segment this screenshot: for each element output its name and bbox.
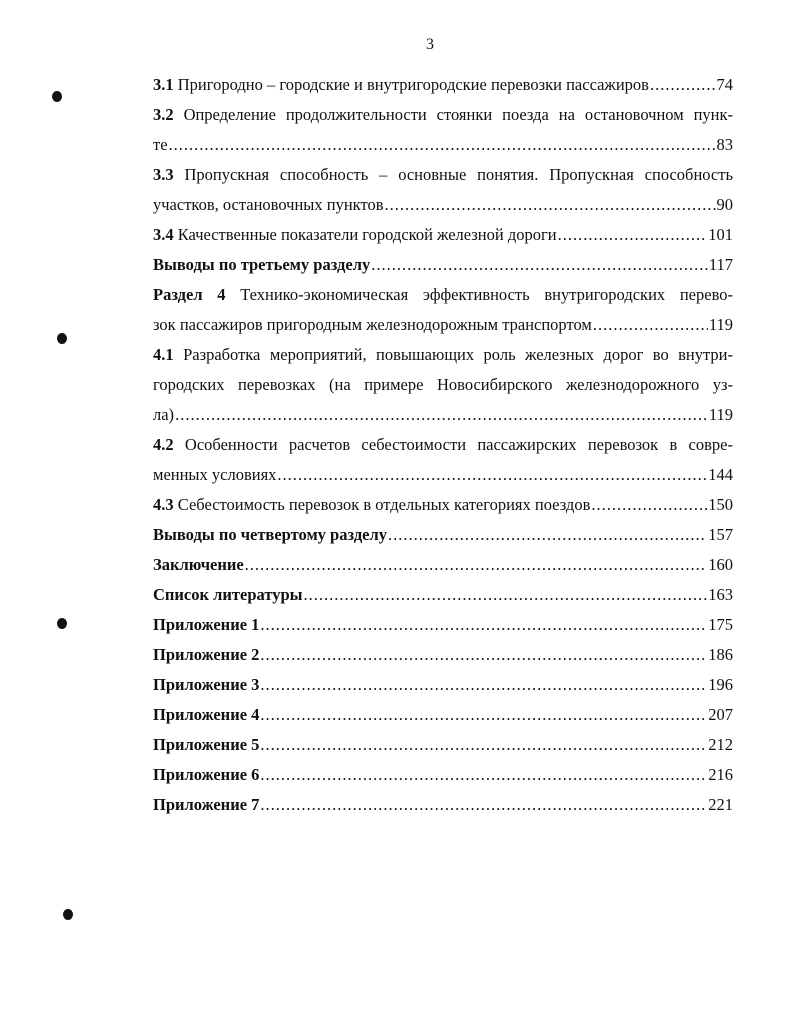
toc-line-text: Качественные показатели городской железной дороги xyxy=(177,225,557,244)
toc-entry-number: 4.2 xyxy=(153,435,174,454)
toc-entry-title xyxy=(153,400,174,430)
toc-entry xyxy=(153,250,733,280)
toc-line xyxy=(153,610,733,640)
toc-entry-title-text: Список литературы xyxy=(153,585,303,604)
toc-page-number: 186 xyxy=(708,645,733,664)
toc-entry-title xyxy=(153,220,557,250)
toc-line-text: Определение продолжительности стоянки поезда на остановочном пунк- xyxy=(183,105,733,124)
toc-leader-dots xyxy=(169,130,716,160)
toc-line xyxy=(153,70,733,100)
toc-entry-title xyxy=(153,190,384,220)
toc-page-number: 90 xyxy=(716,195,733,214)
toc-line-text: городских перевозках (на примере Новосибирского железнодорожного уз- xyxy=(153,375,733,394)
toc-leader-dots xyxy=(245,550,708,580)
toc-entry-number: 4.1 xyxy=(153,345,174,364)
toc-line-text: Пригородно – городские и внутригородские перевозки пассажиров xyxy=(177,75,649,94)
toc-entry-title xyxy=(153,520,387,550)
toc-entry xyxy=(153,220,733,250)
toc-entry-title-text: Выводы по третьему разделу xyxy=(153,255,371,274)
toc-line-text: Себестоимость перевозок в отдельных категориях поездов xyxy=(177,495,591,514)
toc-leader-dots xyxy=(558,220,708,250)
toc-line xyxy=(153,310,733,340)
toc-entry xyxy=(153,490,733,520)
toc-entry xyxy=(153,760,733,790)
toc-entry xyxy=(153,100,733,160)
toc-page-number: 144 xyxy=(708,465,733,484)
toc-page-number: 160 xyxy=(708,555,733,574)
toc-line-text: ла) xyxy=(153,405,175,424)
toc-entry-title xyxy=(153,640,259,670)
toc-entry-title xyxy=(153,730,259,760)
toc-entry-title-text: Приложение 4 xyxy=(153,705,260,724)
toc-line-text: Пропускная способность – основные понятия. Пропускная способность xyxy=(184,165,733,184)
toc-entry-title xyxy=(153,670,259,700)
punch-hole xyxy=(57,333,67,344)
toc-line xyxy=(153,190,733,220)
toc-entry-title xyxy=(153,310,592,340)
toc-line xyxy=(153,430,733,460)
toc-entry-number: Раздел 4 xyxy=(153,285,226,304)
toc-line xyxy=(153,220,733,250)
toc-line xyxy=(153,700,733,730)
toc-line xyxy=(153,490,733,520)
toc-leader-dots xyxy=(175,400,708,430)
toc-page-number: 74 xyxy=(716,75,733,94)
toc-leader-dots xyxy=(260,700,707,730)
toc-entry-title xyxy=(153,760,259,790)
toc-entry-title-text: Приложение 5 xyxy=(153,735,260,754)
toc-page-number: 212 xyxy=(708,735,733,754)
toc-leader-dots xyxy=(371,250,708,280)
toc-line xyxy=(153,790,733,820)
punch-hole xyxy=(63,909,73,920)
toc-line xyxy=(153,580,733,610)
toc-entry xyxy=(153,790,733,820)
punch-hole xyxy=(52,91,62,102)
toc-page-number: 117 xyxy=(708,255,733,274)
toc-page-number: 119 xyxy=(708,315,733,334)
toc-page-number: 207 xyxy=(708,705,733,724)
toc-page-number: 101 xyxy=(708,225,733,244)
toc-page-number: 83 xyxy=(716,135,733,154)
toc-entry-number: 3.1 xyxy=(153,75,174,94)
toc-line-text: Технико-экономическая эффективность внутригородских перево- xyxy=(240,285,733,304)
toc-line xyxy=(153,250,733,280)
toc-line-text: те xyxy=(153,135,168,154)
toc-line xyxy=(153,760,733,790)
toc-leader-dots xyxy=(260,670,707,700)
toc-line-text: Особенности расчетов себестоимости пассажирских перевозок в совре- xyxy=(184,435,733,454)
toc-line xyxy=(153,340,733,370)
toc-line-text: зок пассажиров пригородным железнодорожным транспортом xyxy=(153,315,592,334)
toc-entry-title xyxy=(153,490,590,520)
toc-line xyxy=(153,130,733,160)
toc-entry-title xyxy=(153,550,244,580)
toc-line xyxy=(153,370,733,400)
toc-entry-number: 3.4 xyxy=(153,225,174,244)
toc-page-number: 119 xyxy=(708,405,733,424)
toc-entry xyxy=(153,430,733,490)
toc-leader-dots xyxy=(388,520,707,550)
toc-entry-title-text: Приложение 1 xyxy=(153,615,260,634)
toc-page-number: 150 xyxy=(708,495,733,514)
toc-page-number: 157 xyxy=(708,525,733,544)
toc-entry-title xyxy=(153,610,259,640)
toc-entry-title-text: Заключение xyxy=(153,555,244,574)
toc-page-number: 175 xyxy=(708,615,733,634)
toc-entry-title-text: Приложение 3 xyxy=(153,675,260,694)
toc-leader-dots xyxy=(260,760,707,790)
toc-leader-dots xyxy=(591,490,707,520)
toc-line xyxy=(153,640,733,670)
toc-leader-dots xyxy=(277,460,707,490)
toc-line xyxy=(153,670,733,700)
toc-page-number: 163 xyxy=(708,585,733,604)
toc-line xyxy=(153,100,733,130)
toc-leader-dots xyxy=(304,580,708,610)
toc-page-number: 196 xyxy=(708,675,733,694)
toc-line xyxy=(153,550,733,580)
toc-entry-title xyxy=(153,580,303,610)
toc-entry xyxy=(153,640,733,670)
toc-entry-title xyxy=(153,250,370,280)
toc-line xyxy=(153,460,733,490)
toc-entry-title xyxy=(153,130,168,160)
toc-leader-dots xyxy=(260,730,707,760)
toc-entry xyxy=(153,550,733,580)
toc-line xyxy=(153,400,733,430)
toc-line xyxy=(153,280,733,310)
toc-leader-dots xyxy=(385,190,716,220)
punch-hole xyxy=(57,618,67,629)
toc-entry-title-text: Выводы по четвертому разделу xyxy=(153,525,387,544)
toc-leader-dots xyxy=(260,640,707,670)
toc-entry-number: 3.2 xyxy=(153,105,174,124)
toc-entry-number: 3.3 xyxy=(153,165,174,184)
toc-entry xyxy=(153,670,733,700)
toc-leader-dots xyxy=(650,70,716,100)
toc-entry xyxy=(153,700,733,730)
toc-entry-title xyxy=(153,70,649,100)
toc-entry xyxy=(153,520,733,550)
toc-leader-dots xyxy=(593,310,708,340)
toc-entry xyxy=(153,610,733,640)
toc-entry xyxy=(153,70,733,100)
toc-entry-title xyxy=(153,700,259,730)
toc-entry xyxy=(153,580,733,610)
toc-entry xyxy=(153,280,733,340)
toc-line xyxy=(153,160,733,190)
toc-entry-title-text: Приложение 7 xyxy=(153,795,260,814)
toc-entry-title xyxy=(153,790,259,820)
toc-line xyxy=(153,520,733,550)
toc-line-text: участков, остановочных пунктов xyxy=(153,195,384,214)
toc-line-text: менных условиях xyxy=(153,465,277,484)
toc-entry xyxy=(153,340,733,430)
toc-line xyxy=(153,730,733,760)
toc-entry-title-text: Приложение 6 xyxy=(153,765,260,784)
toc-leader-dots xyxy=(260,610,707,640)
table-of-contents xyxy=(153,70,733,820)
toc-leader-dots xyxy=(260,790,707,820)
toc-page-number: 216 xyxy=(708,765,733,784)
toc-page-number: 221 xyxy=(708,795,733,814)
toc-entry xyxy=(153,730,733,760)
page-number: 3 xyxy=(426,36,434,53)
toc-line-text: Разработка мероприятий, повышающих роль железных дорог во внутри- xyxy=(183,345,733,364)
toc-entry-number: 4.3 xyxy=(153,495,174,514)
toc-entry-title xyxy=(153,460,276,490)
toc-entry-title-text: Приложение 2 xyxy=(153,645,260,664)
toc-entry xyxy=(153,160,733,220)
